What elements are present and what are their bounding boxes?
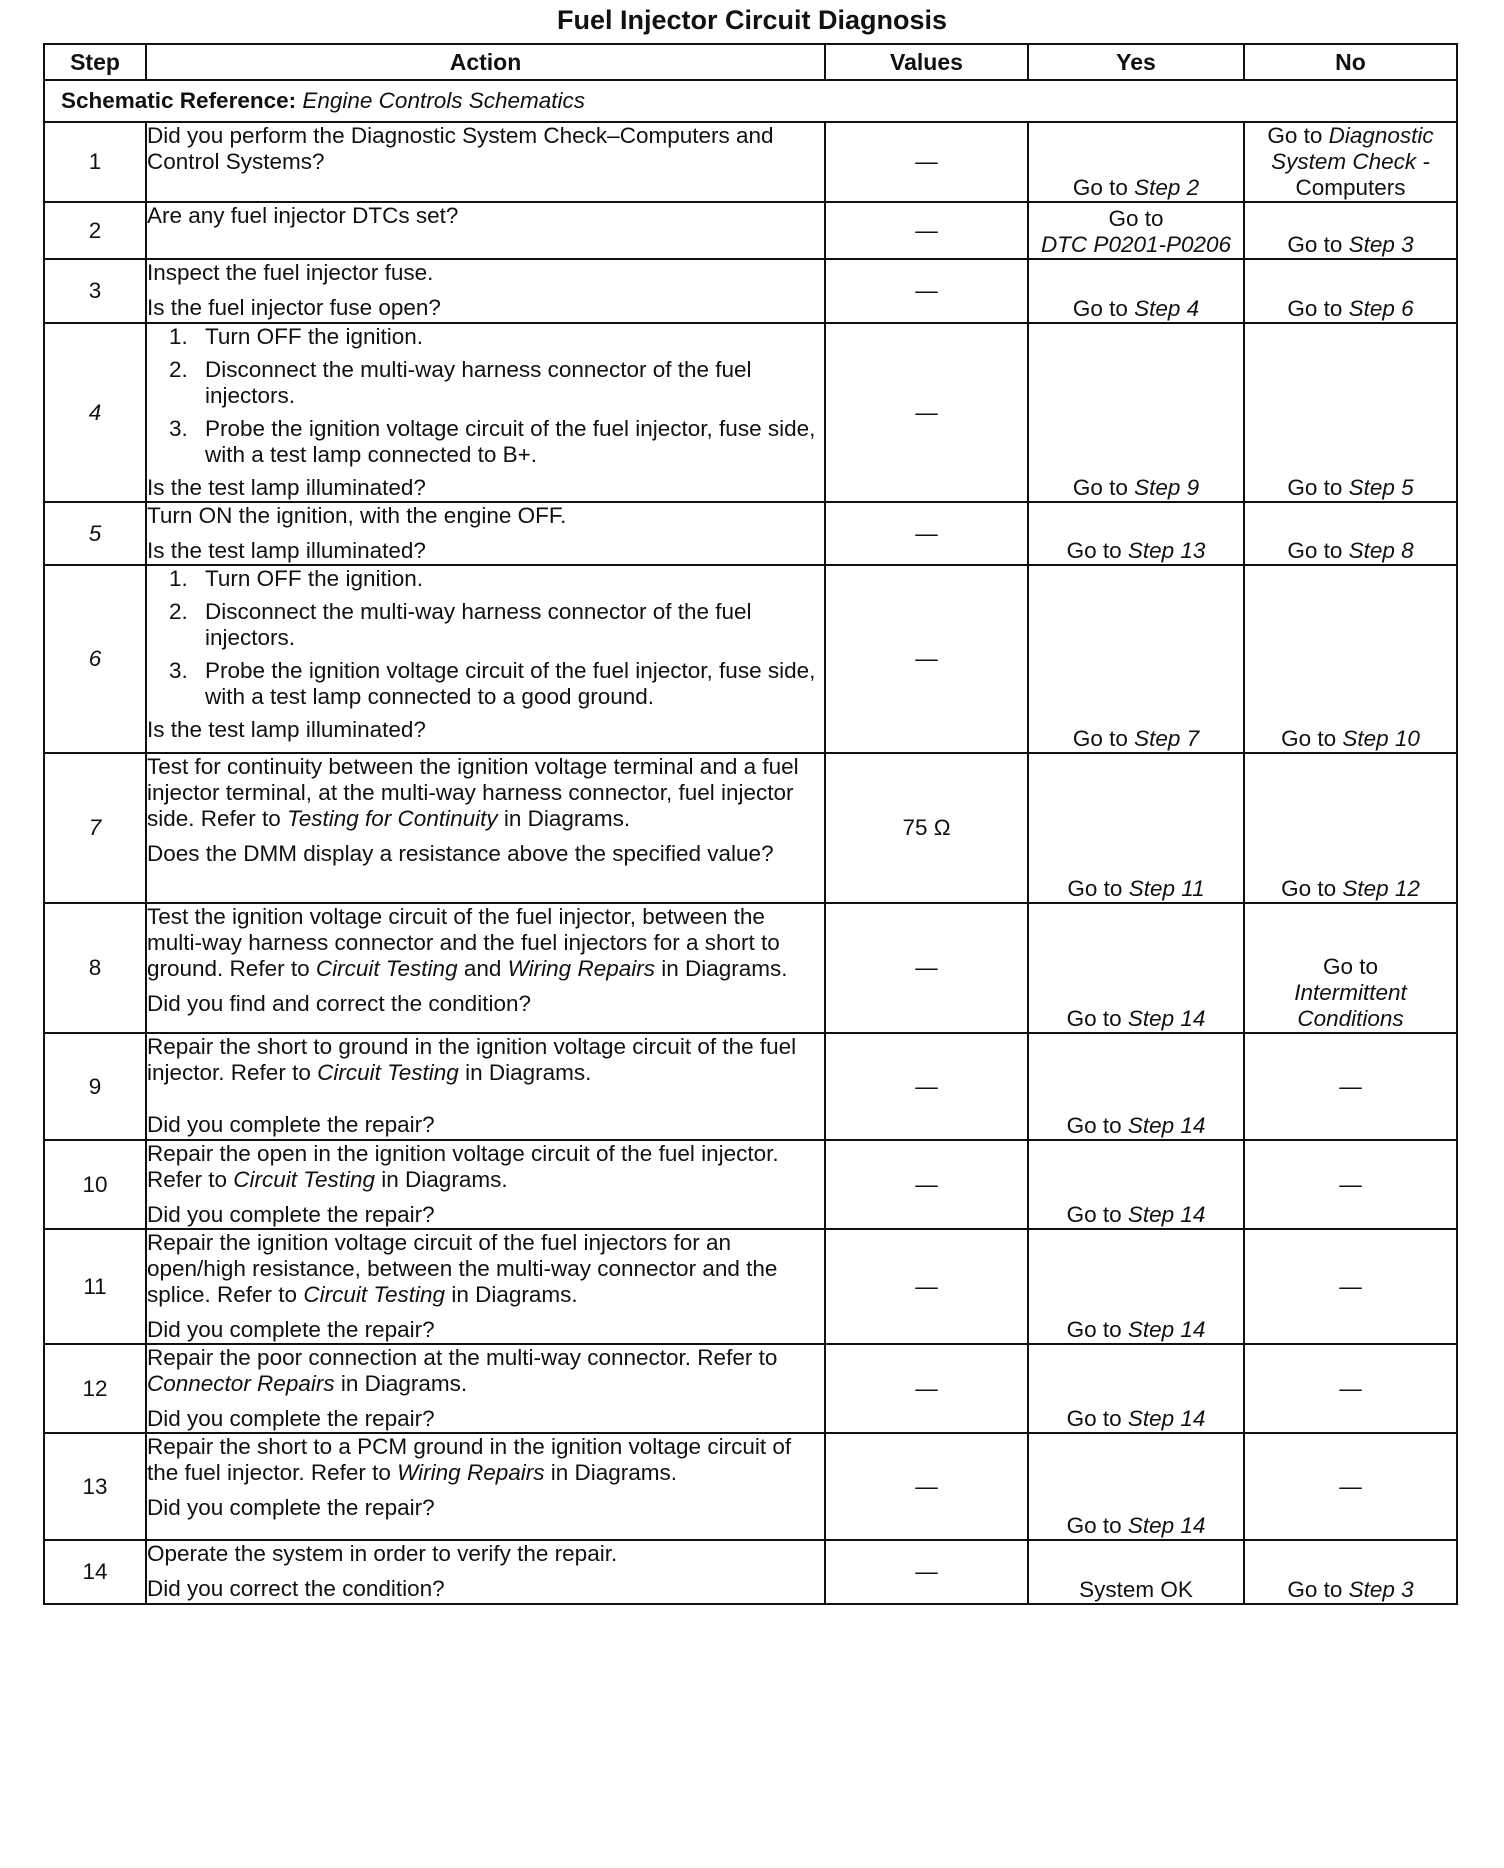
action-cell: Test the ignition voltage circuit of the fuel injector, between the multi-way harness connector and the fuel injectors for a short to ground. Refer to Circuit Testing and Wiring Repairs in Diagrams. Did you find and correct the condition? — [146, 903, 825, 1033]
header-action: Action — [146, 44, 825, 80]
header-yes: Yes — [1028, 44, 1244, 80]
value-cell: — — [825, 1140, 1028, 1229]
value-cell: — — [825, 1229, 1028, 1344]
yes-cell: Go to Step 4 — [1028, 259, 1244, 323]
no-cell: Go to Step 10 — [1244, 565, 1457, 753]
yes-cell: Go to Step 14 — [1028, 1140, 1244, 1229]
step-number: 10 — [44, 1140, 146, 1229]
step-number: 6 — [44, 565, 146, 753]
no-cell: — — [1244, 1229, 1457, 1344]
table-row — [44, 502, 1457, 565]
yes-cell: Go to Step 13 — [1028, 502, 1244, 565]
table-header-row — [44, 44, 1457, 80]
action-cell: Did you perform the Diagnostic System Check–Computers and Control Systems? — [146, 122, 825, 202]
step-number: 7 — [44, 753, 146, 903]
step-number: 3 — [44, 259, 146, 323]
value-cell: — — [825, 1433, 1028, 1540]
no-cell: Go to Step 6 — [1244, 259, 1457, 323]
step-number: 5 — [44, 502, 146, 565]
action-cell: 1. Turn OFF the ignition. 2. Disconnect the multi-way harness connector of the fuel injectors. 3. Probe the ignition voltage circuit of the fuel injector, fuse side, with a test lamp connected to a good ground. Is the test lamp illuminated? — [146, 565, 825, 753]
yes-cell: Go to Step 14 — [1028, 1229, 1244, 1344]
schematic-reference — [44, 80, 1457, 122]
table-row — [44, 903, 1457, 1033]
value-cell: — — [825, 903, 1028, 1033]
yes-cell: Go to Step 14 — [1028, 903, 1244, 1033]
list-item: 3. Probe the ignition voltage circuit of the fuel injector, fuse side, with a test lamp connected to B+. — [169, 416, 816, 467]
value-cell: — — [825, 122, 1028, 202]
diagnosis-table — [43, 43, 1458, 1605]
yes-cell: Go to DTC P0201-P0206 — [1028, 202, 1244, 259]
list-item: 2. Disconnect the multi-way harness connector of the fuel injectors. — [169, 599, 752, 650]
no-cell: Go to Step 12 — [1244, 753, 1457, 903]
header-no: No — [1244, 44, 1457, 80]
no-cell: Go to Step 5 — [1244, 323, 1457, 502]
yes-cell: Go to Step 9 — [1028, 323, 1244, 502]
list-item: 2. Disconnect the multi-way harness connector of the fuel injectors. — [169, 357, 752, 408]
list-item: 1. Turn OFF the ignition. — [169, 566, 424, 591]
action-cell: Repair the ignition voltage circuit of the fuel injectors for an open/high resistance, between the multi-way connector and the splice. Refer to Circuit Testing in Diagrams. Did you complete the repair? — [146, 1229, 825, 1344]
yes-cell: Go to Step 11 — [1028, 753, 1244, 903]
yes-cell: Go to Step 14 — [1028, 1344, 1244, 1433]
no-cell: — — [1244, 1433, 1457, 1540]
value-cell: — — [825, 202, 1028, 259]
step-number: 12 — [44, 1344, 146, 1433]
step-number: 9 — [44, 1033, 146, 1140]
procedure-list — [147, 324, 824, 468]
list-item: 3. Probe the ignition voltage circuit of the fuel injector, fuse side, with a test lamp connected to a good ground. — [169, 658, 816, 709]
value-cell: — — [825, 1033, 1028, 1140]
procedure-list — [147, 566, 824, 710]
action-cell: Turn ON the ignition, with the engine OFF. Is the test lamp illuminated? — [146, 502, 825, 565]
schematic-link: Engine Controls Schematics — [302, 88, 586, 113]
table-row — [44, 1229, 1457, 1344]
table-row — [44, 202, 1457, 259]
no-cell: — — [1244, 1033, 1457, 1140]
yes-cell: Go to Step 7 — [1028, 565, 1244, 753]
yes-cell: Go to Step 14 — [1028, 1433, 1244, 1540]
table-row — [44, 1033, 1457, 1140]
value-cell: — — [825, 1540, 1028, 1604]
step-number: 14 — [44, 1540, 146, 1604]
table-row — [44, 565, 1457, 753]
value-cell: — — [825, 323, 1028, 502]
yes-cell: System OK — [1028, 1540, 1244, 1604]
step-number: 13 — [44, 1433, 146, 1540]
action-cell: Operate the system in order to verify the repair. Did you correct the condition? — [146, 1540, 825, 1604]
action-cell: Repair the poor connection at the multi-way connector. Refer to Connector Repairs in Diagrams. Did you complete the repair? — [146, 1344, 825, 1433]
action-cell: Inspect the fuel injector fuse. Is the fuel injector fuse open? — [146, 259, 825, 323]
table-row — [44, 323, 1457, 502]
table-row — [44, 122, 1457, 202]
value-cell: — — [825, 259, 1028, 323]
no-cell: Go to Diagnostic System Check - Computers — [1244, 122, 1457, 202]
step-number: 4 — [44, 323, 146, 502]
value-cell: — — [825, 502, 1028, 565]
table-row — [44, 1433, 1457, 1540]
schematic-label: Schematic Reference: — [61, 88, 297, 113]
action-cell: Are any fuel injector DTCs set? — [146, 202, 825, 259]
table-row — [44, 1140, 1457, 1229]
step-number: 2 — [44, 202, 146, 259]
table-row — [44, 753, 1457, 903]
action-cell: Test for continuity between the ignition voltage terminal and a fuel injector terminal, at the multi-way harness connector, fuel injector side. Refer to Testing for Continuity in Diagrams. Does the DMM display a resistance above the specified value? — [146, 753, 825, 903]
schematic-row — [44, 80, 1457, 122]
value-cell: — — [825, 565, 1028, 753]
action-cell: 1. Turn OFF the ignition. 2. Disconnect the multi-way harness connector of the fuel injectors. 3. Probe the ignition voltage circuit of the fuel injector, fuse side, with a test lamp connected to B+. Is the test lamp illuminated? — [146, 323, 825, 502]
list-item: 1. Turn OFF the ignition. — [169, 324, 424, 349]
no-cell: — — [1244, 1140, 1457, 1229]
value-cell: — — [825, 1344, 1028, 1433]
no-cell: Go to Step 8 — [1244, 502, 1457, 565]
table-row — [44, 1540, 1457, 1604]
step-number: 8 — [44, 903, 146, 1033]
yes-cell: Go to Step 14 — [1028, 1033, 1244, 1140]
no-cell: Go to Step 3 — [1244, 202, 1457, 259]
action-cell: Repair the short to ground in the ignition voltage circuit of the fuel injector. Refer to Circuit Testing in Diagrams. Did you complete the repair? — [146, 1033, 825, 1140]
page-title: Fuel Injector Circuit Diagnosis — [556, 5, 948, 35]
step-number: 1 — [44, 122, 146, 202]
step-number: 11 — [44, 1229, 146, 1344]
value-cell: 75 Ω — [825, 753, 1028, 903]
table-row — [44, 1344, 1457, 1433]
action-cell: Repair the short to a PCM ground in the ignition voltage circuit of the fuel injector. Refer to Wiring Repairs in Diagrams. Did you complete the repair? — [146, 1433, 825, 1540]
header-values: Values — [825, 44, 1028, 80]
no-cell: — — [1244, 1344, 1457, 1433]
header-step: Step — [44, 44, 146, 80]
yes-cell: Go to Step 2 — [1028, 122, 1244, 202]
table-row — [44, 259, 1457, 323]
no-cell: Go to Intermittent Conditions — [1244, 903, 1457, 1033]
no-cell: Go to Step 3 — [1244, 1540, 1457, 1604]
action-cell: Repair the open in the ignition voltage circuit of the fuel injector. Refer to Circuit Testing in Diagrams. Did you complete the repair? — [146, 1140, 825, 1229]
